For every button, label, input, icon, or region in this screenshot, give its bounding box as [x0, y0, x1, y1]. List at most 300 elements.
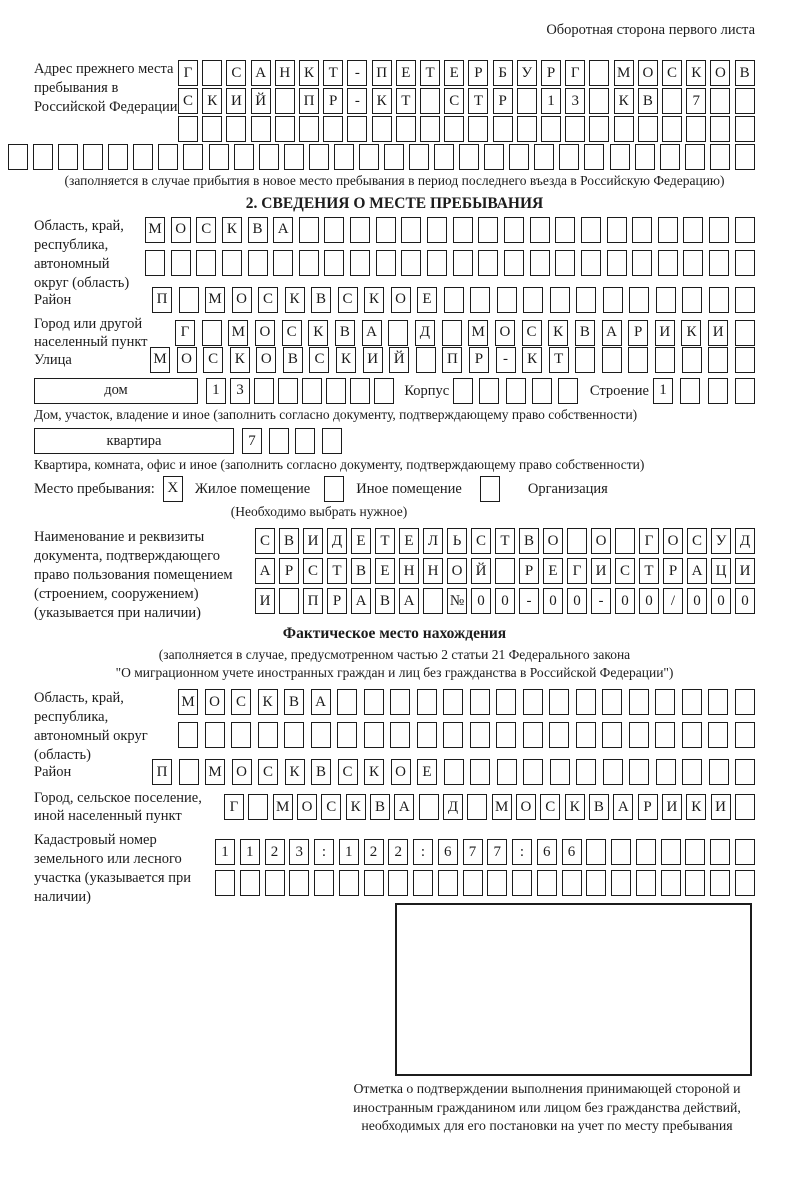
char-cell: П — [299, 88, 319, 114]
char-cell: К — [285, 287, 305, 313]
char-cell: 6 — [562, 839, 582, 865]
factual-oblast-block — [34, 689, 755, 765]
char-cell — [453, 250, 473, 276]
char-cell: В — [284, 689, 304, 715]
char-cell — [565, 116, 585, 142]
char-cell: Ц — [711, 558, 731, 584]
char-cell: О — [638, 60, 658, 86]
char-cell: О — [232, 759, 252, 785]
char-cell — [258, 722, 278, 748]
char-cell — [710, 88, 730, 114]
oblast-label: Область, край, республика, автономный округ (область) — [34, 217, 130, 291]
dom-box: дом — [34, 378, 198, 404]
char-cell: : — [413, 839, 433, 865]
char-cell — [682, 287, 702, 313]
char-cell — [581, 250, 601, 276]
checkbox-inoe — [324, 476, 344, 502]
char-cell: А — [351, 588, 371, 614]
char-cell — [205, 722, 225, 748]
char-cell: Д — [415, 320, 435, 346]
char-cell: Г — [175, 320, 195, 346]
char-cell: Ь — [447, 528, 467, 554]
char-cell: А — [255, 558, 275, 584]
char-cell — [735, 794, 755, 820]
char-cell: Г — [565, 60, 585, 86]
char-cell: Т — [327, 558, 347, 584]
option-label-org: Организация — [527, 480, 608, 497]
char-cell — [710, 870, 730, 896]
char-cell: А — [251, 60, 271, 86]
char-cell: О — [663, 528, 683, 554]
char-cell: 2 — [265, 839, 285, 865]
checkbox-zhiloe — [163, 476, 183, 502]
char-cell: 6 — [537, 839, 557, 865]
char-cell: У — [517, 60, 537, 86]
prev-address-block — [34, 60, 755, 142]
char-cell: Н — [423, 558, 443, 584]
factual-oblast-row-1 — [178, 689, 755, 715]
char-cell — [735, 759, 755, 785]
char-cell: А — [399, 588, 419, 614]
char-cell: 1 — [215, 839, 235, 865]
char-cell — [589, 116, 609, 142]
char-cell: К — [522, 347, 542, 373]
char-cell — [374, 378, 394, 404]
char-cell: 3 — [289, 839, 309, 865]
char-cell — [586, 870, 606, 896]
char-cell: К — [364, 287, 384, 313]
char-cell — [33, 144, 53, 170]
char-cell — [496, 722, 516, 748]
char-cell: О — [391, 287, 411, 313]
char-cell: В — [589, 794, 609, 820]
char-cell — [682, 689, 702, 715]
char-cell — [629, 722, 649, 748]
char-cell: : — [512, 839, 532, 865]
char-cell: К — [548, 320, 568, 346]
char-cell: 0 — [735, 588, 755, 614]
char-cell: С — [196, 217, 216, 243]
char-cell — [284, 722, 304, 748]
char-cell: И — [708, 320, 728, 346]
char-cell: М — [150, 347, 170, 373]
char-cell — [708, 347, 728, 373]
char-cell: - — [347, 88, 367, 114]
char-cell — [314, 870, 334, 896]
oblast-row-1 — [145, 217, 755, 243]
char-cell: С — [338, 759, 358, 785]
char-cell — [735, 347, 755, 373]
char-cell — [179, 287, 199, 313]
char-cell: И — [226, 88, 246, 114]
char-cell — [83, 144, 103, 170]
char-cell — [523, 759, 543, 785]
oblast-row-2 — [145, 250, 755, 276]
dom-row — [34, 378, 755, 404]
char-cell — [735, 870, 755, 896]
factual-raion-label: Район — [34, 764, 72, 780]
char-cell: 1 — [339, 839, 359, 865]
char-cell: К — [372, 88, 392, 114]
char-cell — [603, 759, 623, 785]
char-cell — [495, 558, 515, 584]
char-cell — [567, 528, 587, 554]
char-cell: Н — [275, 60, 295, 86]
char-cell: К — [686, 794, 706, 820]
char-cell: М — [205, 759, 225, 785]
kvartira-row — [34, 428, 755, 454]
char-cell: М — [178, 689, 198, 715]
factual-title: Фактическое место нахождения — [282, 625, 507, 642]
char-cell: С — [282, 320, 302, 346]
char-cell — [284, 144, 304, 170]
factual-oblast-row-2 — [178, 722, 755, 748]
prev-address-grid — [178, 60, 755, 142]
char-cell: Е — [399, 528, 419, 554]
char-cell — [523, 689, 543, 715]
char-cell: К — [364, 759, 384, 785]
char-cell — [364, 689, 384, 715]
char-cell — [209, 144, 229, 170]
char-cell — [337, 722, 357, 748]
char-cell: И — [662, 794, 682, 820]
char-cell — [662, 88, 682, 114]
char-cell: 7 — [463, 839, 483, 865]
char-cell — [202, 60, 222, 86]
char-cell — [549, 722, 569, 748]
char-cell: Т — [468, 88, 488, 114]
char-cell — [603, 287, 623, 313]
char-cell: / — [663, 588, 683, 614]
char-cell — [337, 689, 357, 715]
char-cell — [517, 88, 537, 114]
char-cell — [269, 428, 289, 454]
checkbox-org — [480, 476, 500, 502]
char-cell: О — [591, 528, 611, 554]
char-cell — [419, 794, 439, 820]
mesto-row — [34, 476, 755, 502]
ulitsa-row — [150, 347, 755, 373]
char-cell — [708, 378, 728, 404]
char-cell: В — [311, 287, 331, 313]
char-cell: Л — [423, 528, 443, 554]
char-cell: С — [309, 347, 329, 373]
char-cell — [709, 217, 729, 243]
dom-caption: Дом, участок, владение и иное (заполнить согласно документу, подтверждающему право собственности) — [34, 406, 638, 422]
char-cell — [311, 722, 331, 748]
char-cell — [409, 144, 429, 170]
char-cell — [635, 144, 655, 170]
char-cell — [589, 60, 609, 86]
char-cell: В — [248, 217, 268, 243]
char-cell: В — [370, 794, 390, 820]
char-cell — [562, 870, 582, 896]
char-cell — [615, 528, 635, 554]
char-cell — [682, 722, 702, 748]
kadastr-row-2 — [215, 870, 755, 896]
char-cell — [576, 722, 596, 748]
char-cell: 3 — [230, 378, 250, 404]
char-cell: О — [177, 347, 197, 373]
char-cell: В — [283, 347, 303, 373]
char-cell: С — [178, 88, 198, 114]
char-cell — [322, 428, 342, 454]
char-cell: Р — [327, 588, 347, 614]
char-cell — [376, 217, 396, 243]
char-cell — [323, 116, 343, 142]
char-cell — [735, 88, 755, 114]
char-cell — [417, 722, 437, 748]
char-cell: А — [687, 558, 707, 584]
char-cell — [549, 689, 569, 715]
char-cell: : — [314, 839, 334, 865]
char-cell: 0 — [639, 588, 659, 614]
char-cell — [709, 759, 729, 785]
factual-caption-2: "О миграционном учете иностранных граждан и лиц без гражданства в Российской Федерации") — [115, 664, 674, 680]
char-cell: К — [346, 794, 366, 820]
char-cell — [299, 250, 319, 276]
document-grid — [255, 528, 755, 614]
char-cell — [636, 839, 656, 865]
char-cell — [468, 116, 488, 142]
char-cell — [685, 144, 705, 170]
char-cell — [171, 250, 191, 276]
char-cell — [632, 250, 652, 276]
char-cell: М — [145, 217, 165, 243]
char-cell — [628, 347, 648, 373]
char-cell: О — [256, 347, 276, 373]
char-cell — [656, 759, 676, 785]
char-cell: С — [203, 347, 223, 373]
factual-raion-row — [152, 759, 755, 785]
char-cell: Е — [444, 60, 464, 86]
char-cell — [497, 759, 517, 785]
kvartira-box: квартира — [34, 428, 234, 454]
char-cell — [537, 870, 557, 896]
char-cell — [581, 217, 601, 243]
char-cell — [265, 870, 285, 896]
char-cell: 0 — [615, 588, 635, 614]
char-cell — [326, 378, 346, 404]
document-block — [34, 528, 755, 623]
gorod-row — [175, 320, 755, 346]
char-cell — [413, 870, 433, 896]
char-cell: Д — [735, 528, 755, 554]
char-cell: М — [205, 287, 225, 313]
char-cell — [602, 347, 622, 373]
char-cell — [416, 347, 436, 373]
char-cell — [390, 689, 410, 715]
char-cell — [629, 287, 649, 313]
char-cell — [602, 689, 622, 715]
kvartira-cells — [242, 428, 342, 454]
char-cell — [443, 689, 463, 715]
char-cell: - — [591, 588, 611, 614]
document-label: Наименование и реквизиты документа, подтверждающего право пользования помещением (строением, сооружением) (указывается при наличии) — [34, 529, 233, 621]
char-cell — [444, 759, 464, 785]
char-cell — [178, 722, 198, 748]
char-cell — [444, 116, 464, 142]
char-cell: О — [495, 320, 515, 346]
char-cell: С — [540, 794, 560, 820]
char-cell — [444, 287, 464, 313]
char-cell — [248, 250, 268, 276]
char-cell: С — [258, 287, 278, 313]
char-cell: 1 — [653, 378, 673, 404]
char-cell — [682, 759, 702, 785]
char-cell — [509, 144, 529, 170]
raion-row — [152, 287, 755, 313]
char-cell — [576, 287, 596, 313]
char-cell: С — [471, 528, 491, 554]
char-cell: О — [297, 794, 317, 820]
char-cell: К — [308, 320, 328, 346]
char-cell — [289, 870, 309, 896]
char-cell: И — [735, 558, 755, 584]
char-cell: В — [638, 88, 658, 114]
char-cell: А — [394, 794, 414, 820]
char-cell — [350, 378, 370, 404]
char-cell: 2 — [364, 839, 384, 865]
char-cell — [478, 250, 498, 276]
char-cell — [309, 144, 329, 170]
char-cell: К — [285, 759, 305, 785]
mesto-note: (Необходимо выбрать нужное) — [230, 503, 408, 519]
char-cell — [278, 378, 298, 404]
char-cell: С — [321, 794, 341, 820]
char-cell: Г — [639, 528, 659, 554]
char-cell — [710, 144, 730, 170]
char-cell: Р — [663, 558, 683, 584]
char-cell — [226, 116, 246, 142]
gorod-label: Город или другой населенный пункт — [34, 315, 148, 350]
char-cell — [463, 870, 483, 896]
document-row-1 — [255, 528, 755, 554]
char-cell — [532, 378, 552, 404]
stamp-caption: Отметка о подтверждении выполнения принимающей стороной и иностранным гражданином или лицом без гражданства действий, необходимых для его постановки на учет по месту пребывания — [353, 1081, 741, 1133]
char-cell: П — [372, 60, 392, 86]
char-cell — [660, 144, 680, 170]
char-cell: Н — [399, 558, 419, 584]
char-cell — [295, 428, 315, 454]
char-cell — [275, 88, 295, 114]
char-cell: Т — [639, 558, 659, 584]
char-cell: Т — [420, 60, 440, 86]
char-cell — [459, 144, 479, 170]
char-cell — [487, 870, 507, 896]
char-cell: С — [255, 528, 275, 554]
char-cell: И — [711, 794, 731, 820]
char-cell — [259, 144, 279, 170]
char-cell: О — [205, 689, 225, 715]
char-cell — [576, 689, 596, 715]
header-note: Оборотная сторона первого листа — [546, 22, 755, 38]
char-cell — [302, 378, 322, 404]
char-cell — [589, 88, 609, 114]
char-cell — [607, 217, 627, 243]
char-cell — [506, 378, 526, 404]
char-cell: Р — [541, 60, 561, 86]
char-cell — [530, 250, 550, 276]
ulitsa-label: Улица — [34, 351, 72, 368]
char-cell — [523, 287, 543, 313]
char-cell: А — [613, 794, 633, 820]
char-cell — [555, 217, 575, 243]
char-cell — [299, 116, 319, 142]
stroenie-label: Строение — [589, 382, 649, 399]
char-cell: Р — [323, 88, 343, 114]
char-cell: Е — [375, 558, 395, 584]
dom-cells — [206, 378, 394, 404]
char-cell — [504, 217, 524, 243]
char-cell — [541, 116, 561, 142]
char-cell: К — [686, 60, 706, 86]
raion-block — [34, 287, 755, 313]
char-cell: 0 — [567, 588, 587, 614]
char-cell — [735, 722, 755, 748]
char-cell: 0 — [495, 588, 515, 614]
char-cell — [215, 870, 235, 896]
char-cell: М — [614, 60, 634, 86]
char-cell — [470, 759, 490, 785]
char-cell: О — [255, 320, 275, 346]
char-cell — [388, 320, 408, 346]
char-cell — [530, 217, 550, 243]
prev-address-label: Адрес прежнего места пребывания в Российской Федерации — [34, 61, 178, 115]
char-cell: Р — [493, 88, 513, 114]
char-cell — [339, 870, 359, 896]
kadastr-grid — [215, 839, 755, 896]
char-cell — [202, 320, 222, 346]
char-cell: Р — [638, 794, 658, 820]
char-cell: О — [710, 60, 730, 86]
char-cell — [655, 689, 675, 715]
prev-address-row-3 — [178, 116, 755, 142]
char-cell — [420, 88, 440, 114]
stroenie-cells — [653, 378, 755, 404]
char-cell — [183, 144, 203, 170]
char-cell — [708, 722, 728, 748]
factual-oblast-label: Область, край, республика, автономный округ (область) — [34, 690, 148, 763]
char-cell: 7 — [686, 88, 706, 114]
char-cell: Е — [417, 287, 437, 313]
char-cell — [417, 689, 437, 715]
char-cell — [614, 116, 634, 142]
char-cell — [559, 144, 579, 170]
char-cell: К — [230, 347, 250, 373]
char-cell: Е — [543, 558, 563, 584]
mesto-label: Место пребывания: — [34, 480, 155, 497]
prev-address-row-1 — [178, 60, 755, 86]
char-cell — [390, 722, 410, 748]
char-cell — [735, 116, 755, 142]
char-cell: Р — [469, 347, 489, 373]
gorod-block — [34, 315, 755, 351]
char-cell: О — [391, 759, 411, 785]
checkbox-inoe — [324, 476, 344, 502]
checkbox-organizatsiya — [480, 476, 500, 502]
char-cell — [179, 759, 199, 785]
char-cell: Й — [471, 558, 491, 584]
char-cell — [401, 217, 421, 243]
char-cell — [434, 144, 454, 170]
char-cell — [8, 144, 28, 170]
char-cell — [735, 320, 755, 346]
char-cell — [710, 116, 730, 142]
char-cell — [575, 347, 595, 373]
char-cell — [222, 250, 242, 276]
char-cell — [550, 287, 570, 313]
